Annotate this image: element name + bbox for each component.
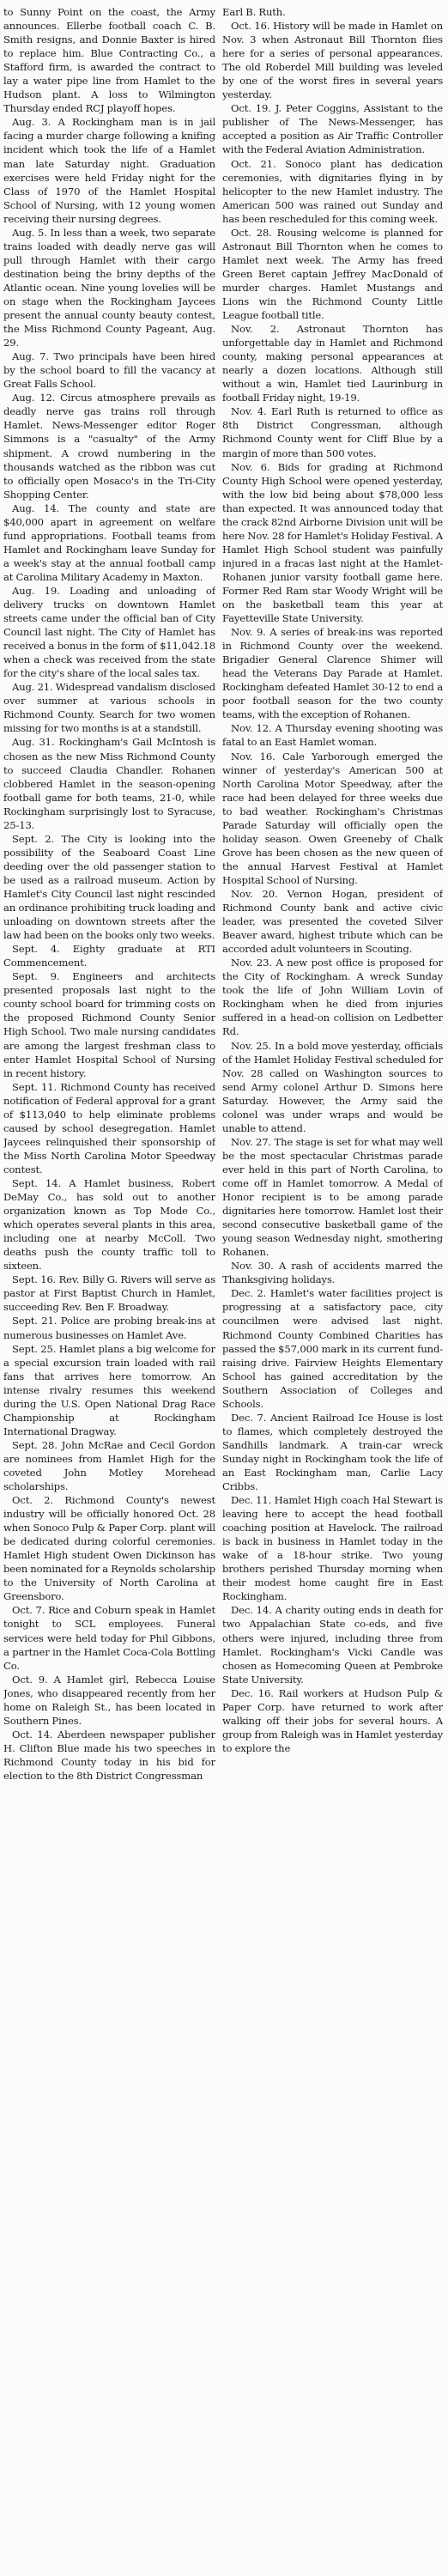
news-item: Dec. 11. Hamlet High coach Hal Stewart is leaving here to accept the head football coaching position at Havelock. The railroad is back in business in Hamlet today in the wake of a 18-hour strike. Two young brothers perished Thursday morning when their modest home caught fire in East Rockingham. [222,1494,443,1603]
news-item: Nov. 25. In a bold move yesterday, officials of the Hamlet Holiday Festival scheduled for Nov. 28 called on Washington sources to send Army colonel Arthur D. Simons here Saturday. However, the Army said the colonel was under wraps and would be unable to attend. [222,1039,443,1134]
news-item: Sept. 9. Engineers and architects presented proposals last night to the county school board for trimming costs on the proposed Richmond County Senior High School. Two male nursing candidates are among the largest freshman class to enter Hamlet Hospital School of Nursing in recent history. [3,970,215,1079]
news-item: Oct. 7. Rice and Coburn speak in Hamlet tonight to SCL employees. Funeral services were held today for Phil Gibbons, a partner in the Hamlet Coca-Cola Bottling Co. [3,1604,215,1672]
news-item: Oct. 2. Richmond County's newest industry will be officially honored Oct. 28 when Sonoco Pulp & Paper Corp. plant will be dedicated during colorful ceremonies. Hamlet High student Owen Dickinson has been nominated for a Reynolds scholarship to the University of North Carolina at Greensboro. [3,1494,215,1603]
news-item: Dec. 16. Rail workers at Hudson Pulp & Paper Corp. have returned to work after walking off their jobs for several hours. A group from Raleigh was in Hamlet yesterday to explore the [222,1686,443,1754]
news-item: Nov. 4. Earl Ruth is returned to office as 8th District Congressman, although Richmond County went for Cliff Blue by a margin of more than 500 votes. [222,405,443,459]
news-item: Nov. 30. A rash of accidents marred the Thanksgiving holidays. [222,1260,443,1286]
left-column [3,5,215,2573]
news-item: Nov. 27. The stage is set for what may well be the most spectacular Christmas parade ever held in this part of North Carolina, to come off in Hamlet tomorrow. A Medal of Honor recipient is to be among parade dignitaries here tomorrow. Hamlet lost their second consecutive basketball game of the young season Wednesday night, smothering Rohanen. [222,1135,443,1259]
news-item: Dec. 2. Hamlet's water facilities project is progressing at a satisfactory pace, city councilmen were advised last night. Richmond County Combined Charities has passed the $57,000 mark in its current fund-raising drive. Fairview Heights Elementary School has gained accreditation by the Southern Association of Colleges and Schools. [222,1287,443,1410]
news-item: to Sunny Point on the coast, the Army announces. Ellerbe football coach C. B. Smith resigns, and Donnie Baxter is hired to replace him. Blue Contracting Co., a Stafford firm, is awarded the contract to lay a water pipe line from Hamlet to the Hudson plant. A loss to Wilmington Thursday ended RCJ playoff hopes. [3,6,215,115]
news-item: Oct. 28. Rousing welcome is planned for Astronaut Bill Thornton when he comes to Hamlet next week. The Army has freed Green Beret captain Jeffrey MacDonald of murder charges. Hamlet Mustangs and Lions win the Richmond County Little League football title. [222,226,443,322]
news-item: Oct. 16. History will be made in Hamlet on Nov. 3 when Astronaut Bill Thornton flies here for a series of personal appearances. The old Roberdel Mill building was leveled by one of the worst fires in several years yesterday. [222,20,443,101]
news-item: Nov. 2. Astronaut Thornton has unforgettable day in Hamlet and Richmond county, making personal appearances at nearly a dozen locations. Although still without a win, Hamlet tied Laurinburg in football Friday night, 19-19. [222,323,443,404]
news-item: Sept. 25. Hamlet plans a big welcome for a special excursion train loaded with rail fans that arrives here tomorrow. An intense rivalry resumes this weekend during the U.S. Open National Drag Race Championship at Rockingham International Dragway. [3,1342,215,1437]
news-item: Sept. 2. The City is looking into the possibility of the Seaboard Coast Line deeding over the old passenger station to be used as a railroad museum. Action by Hamlet's City Council last night rescinded an ordinance prohibiting truck loading and unloading on downtown streets after the law had been on the books only two weeks. [3,832,215,942]
news-item: Sept. 11. Richmond County has received notification of Federal approval for a grant of $113,040 to help eliminate problems caused by school desegregation. Hamlet Jaycees relinquished their sponsorship of the Miss North Carolina Motor Speedway contest. [3,1080,215,1176]
news-item: Earl B. Ruth. [222,6,286,18]
news-item: Nov. 20. Vernon Hogan, president of Richmond County bank and active civic leader, was presented the coveted Silver Beaver award, highest tribute which can be accorded adult volunteers in Scouting. [222,888,443,956]
news-item: Dec. 14. A charity outing ends in death for two Appalachian State co-eds, and five others were injured, including three from Hamlet. Rockingham's Vicki Candle was chosen as Homecoming Queen at Pembroke State University. [222,1604,443,1686]
news-item: Sept. 21. Police are probing break-ins at numerous businesses on Hamlet Ave. [3,1315,215,1341]
news-item: Oct. 14. Aberdeen newspaper publisher H. Clifton Blue made his two speeches in Richmond County today in his bid for election to the 8th District Congressman [3,1728,215,1782]
news-item: Aug. 14. The county and state are $40,000 apart in agreement on welfare fund appropriations. Football teams from Hamlet and Rockingham leave Sunday for a week's stay at the annual football camp at Carolina Military Academy in Maxton. [3,501,215,583]
news-item: Nov. 6. Bids for grading at Richmond County High School were opened yesterday, with the low bid being about $78,000 less than expected. It was announced today that the crack 82nd Airborne Division unit will be here Nov. 28 for Hamlet's Holiday Festival. A Hamlet High School student was painfully injured in a fracas last night at the Hamlet-Rohanen junior varsity football game here. Former Red Ram star Woody Wright will be on the basketball team this year at Fayetteville State University. [222,460,443,625]
news-item: Aug. 5. In less than a week, two separate trains loaded with deadly nerve gas will pull through Hamlet with their cargo destination being the briny depths of the Atlantic ocean. Nine young lovelies will be on stage when the Rockingham Jaycees present the annual county beauty contest, the Miss Richmond County Pageant, Aug. 29. [3,226,215,349]
news-item: Sept. 4. Eighty graduate at RTI Commencement. [3,943,215,969]
news-item: Aug. 31. Rockingham's Gail McIntosh is chosen as the new Miss Richmond County to succeed Claudia Chandler. Rohanen clobbered Hamlet in the season-opening football game for both teams, 21-0, while Rockingham surprisingly lost to Syracuse, 25-13. [3,736,215,831]
news-item: Oct. 21. Sonoco plant has dedication ceremonies, with dignitaries flying in by helicopter to the new Hamlet industry. The American 500 was rained out Sunday and has been rescheduled for this coming week. [222,157,443,225]
news-item: Nov. 9. A series of break-ins was reported in Richmond County over the weekend. Brigadier General Clarence Shimer will head the Veterans Day Parade at Hamlet. Rockingham defeated Hamlet 30-12 to end a poor football season for the two county teams, with the exception of Rohanen. [222,626,443,721]
right-column [222,5,443,2573]
news-item: Aug. 21. Widespread vandalism disclosed over summer at various schools in Richmond County. Search for two women missing for two months is at a standstill. [3,681,215,735]
news-item: Sept. 14. A Hamlet business, Robert DeMay Co., has sold out to another organization known as Top Mode Co., which operates several plants in this area, including one at nearby McColl. Two deaths push the county traffic toll to sixteen. [3,1176,215,1273]
news-item: Nov. 16. Cale Yarborough emerged the winner of yesterday's American 500 at North Carolina Motor Speedway, after the race had been delayed for three weeks due to bad weather. Rockingham's Christmas Parade Saturday will officially open the holiday season. Owen Greeneby of Chalk Grove has been chosen as the new queen of the annual Harvest Festival at Hamlet Hospital School of Nursing. [222,750,443,886]
news-item: Aug. 19. Loading and unloading of delivery trucks on downtown Hamlet streets came under the official ban of City Council last night. The City of Hamlet has received a bonus in the form of $11,042.18 when a check was received from the state for the city's share of the local sales tax. [3,584,215,680]
news-item: Aug. 12. Circus atmosphere prevails as deadly nerve gas trains roll through Hamlet. News-Messenger editor Roger Simmons is a "casualty" of the Army shipment. A crowd numbering in the thousands watched as the ribbon was cut to officially open Mosaco's in the Tri-City Shopping Center. [3,392,215,501]
news-item: Sept. 16. Rev. Billy G. Rivers will serve as pastor at First Baptist Church in Hamlet, succeeding Rev. Ben F. Broadway. [3,1273,215,1314]
news-item: Sept. 28. John McRae and Cecil Gordon are nominees from Hamlet High for the coveted John Motley Morehead scholarships. [3,1438,215,1493]
news-item: Oct. 9. A Hamlet girl, Rebecca Louise Jones, who disappeared recently from her home on Raleigh St., has been located in Southern Pines. [3,1673,215,1727]
news-item: Aug. 7. Two principals have been hired by the school board to fill the vacancy at Great Falls School. [3,350,215,391]
news-item: Dec. 7. Ancient Railroad Ice House is lost to flames, which completely destroyed the Sandhills landmark. A train-car wreck Sunday night in Rockingham took the life of an East Rockingham man, Carlie Lacy Cribbs. [222,1411,443,1493]
news-item: Aug. 3. A Rockingham man is in jail facing a murder charge following a knifing incident which took the life of a Hamlet man late Saturday night. Graduation exercises were held Friday night for the Class of 1970 of the Hamlet Hospital School of Nursing, with 12 young women receiving their nursing degrees. [3,116,215,225]
news-item: Oct. 19. J. Peter Coggins, Assistant to the publisher of The News-Messenger, has accepted a position as Air Traffic Controller with the Federal Aviation Administration. [222,102,443,156]
news-item: Nov. 12. A Thursday evening shooting was fatal to an East Hamlet woman. [222,722,443,749]
news-item: Nov. 23. A new post office is proposed for the City of Rockingham. A wreck Sunday took the life of John William Lovin of Rockingham when he died from injuries suffered in a head-on collision on Ledbetter Rd. [222,957,443,1038]
